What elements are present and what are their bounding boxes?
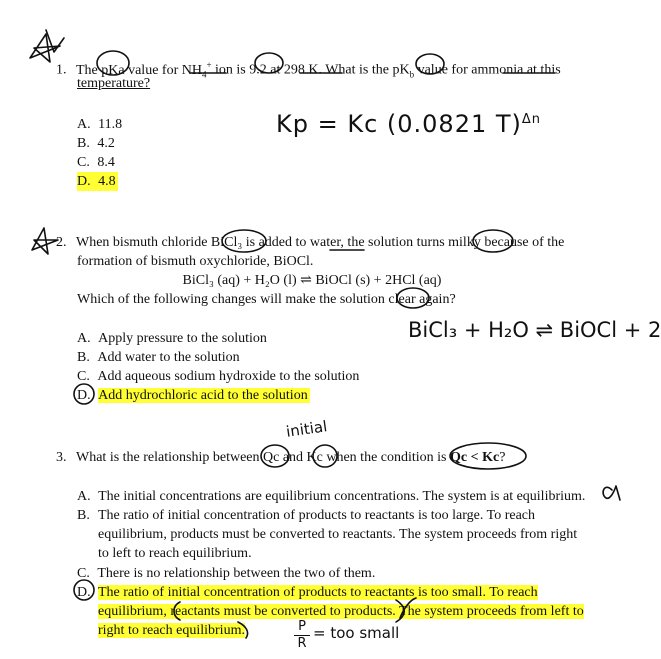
q2-equation-text: BiCl₃ (aq) + H₂O (l) ⇌ BiOCl (s) + 2HCl (aq): [182, 273, 442, 288]
q2-option-d[interactable]: [77, 386, 310, 405]
option-text: 4.8: [98, 174, 116, 189]
q2-number: 2.: [56, 235, 67, 250]
option-text: Add water to the solution: [97, 350, 240, 365]
handwriting-text: BiCl₃ + H₂O ⇌ BiOCl + 2: [408, 318, 661, 342]
option-line: equilibrium, products must be converted to reactants. The system proceeds from right: [98, 527, 578, 542]
q2-text-1: When bismuth chloride BiCl₃ is added to water, the solution turns milky because of the: [76, 235, 565, 250]
option-text: There is no relationship between the two of them.: [97, 566, 376, 581]
option-letter: C.: [77, 155, 90, 170]
option-letter: A.: [77, 331, 91, 346]
q2-line-1: [56, 234, 564, 252]
option-line: to left to reach equilibrium.: [98, 546, 252, 561]
option-text: 8.4: [97, 155, 115, 170]
handwriting-exponent: Δn: [521, 112, 542, 127]
q1-sub2: b: [409, 69, 415, 80]
handwriting-text: Kp = Kc (0.0821 T): [276, 110, 522, 138]
option-text: Add hydrochloric acid to the solution: [98, 388, 308, 403]
option-letter: A.: [77, 489, 91, 504]
option-line: The ratio of initial concentration of products to reactants is too large. To reach: [98, 508, 536, 523]
q1-sub: 4: [201, 69, 207, 80]
fraction-bottom: R: [297, 636, 307, 651]
q1-number: 1.: [56, 62, 67, 78]
option-line: equilibrium, reactants must be converted to products. The system proceeds from left to: [98, 604, 584, 619]
option-letter: B.: [77, 136, 90, 151]
q2-option-a[interactable]: [77, 329, 267, 348]
q3-number: 3.: [56, 450, 67, 465]
q3-text: What is the relationship between Qc and Kc when the condition is: [76, 450, 451, 465]
q3-option-c[interactable]: [77, 564, 375, 583]
q2-line-3: [77, 291, 456, 309]
q2-option-b[interactable]: [77, 348, 240, 367]
q1-text-b: ion is 9.2 at 298 K. What is the pK: [211, 62, 410, 78]
q3-option-d[interactable]: [77, 583, 584, 638]
q2-option-c[interactable]: [77, 367, 359, 386]
option-letter: B.: [77, 508, 90, 523]
q1-option-c[interactable]: [77, 153, 115, 172]
q3-handwriting-note: [313, 624, 399, 642]
option-letter: D.: [77, 585, 91, 600]
option-line: The ratio of initial concentration of products to reactants is too small. To reach: [98, 585, 538, 600]
q1-option-a[interactable]: [77, 115, 122, 134]
q1-handwriting-formula: [276, 110, 541, 138]
option-letter: C.: [77, 369, 90, 384]
q1-option-d[interactable]: [77, 172, 118, 191]
q3-handwriting-initial: [285, 417, 328, 441]
q3-option-b[interactable]: [77, 506, 578, 561]
fraction-top: P: [298, 619, 306, 634]
option-text: 11.8: [98, 117, 123, 132]
q1-line-2: [77, 75, 150, 93]
alpha-mark: [603, 486, 620, 500]
option-text: The initial concentrations are equilibrium concentrations. The system is at equilibrium.: [98, 489, 586, 504]
option-letter: A.: [77, 117, 91, 132]
q1-text-a: The pKa value for NH: [76, 62, 202, 78]
q1-sup: +: [206, 60, 212, 70]
q3-line-1: [56, 449, 505, 467]
q2-text-2: formation of bismuth oxychloride, BiOCl.: [77, 254, 314, 269]
handwriting-text: initial: [284, 417, 329, 441]
option-letter: B.: [77, 350, 90, 365]
option-text: Add aqueous sodium hydroxide to the solution: [97, 369, 360, 384]
q2-handwriting-equation: [408, 318, 661, 342]
option-line: right to reach equilibrium.: [98, 623, 245, 638]
handwriting-text: = too small: [313, 624, 400, 642]
q2-equation: [0, 272, 624, 290]
q2-line-2: [77, 253, 313, 271]
option-letter: D.: [77, 174, 91, 189]
q1-text-d: temperature?: [77, 76, 151, 91]
option-letter: D.: [77, 388, 91, 403]
star-icon: [46, 30, 64, 52]
q3-option-a[interactable]: [77, 487, 585, 506]
option-text: Apply pressure to the solution: [98, 331, 267, 346]
star-icon: [32, 228, 58, 254]
q2-text-3: Which of the following changes will make the solution clear again?: [77, 292, 456, 307]
q1-option-b[interactable]: [77, 134, 115, 153]
q3-qmark: ?: [499, 450, 506, 465]
q1-text-c: value for ammonia at this: [414, 62, 561, 78]
option-text: 4.2: [97, 136, 115, 151]
q3-condition: Qc < Kc: [450, 450, 500, 465]
q3-handwriting-fraction: [292, 620, 312, 651]
option-letter: C.: [77, 566, 90, 581]
